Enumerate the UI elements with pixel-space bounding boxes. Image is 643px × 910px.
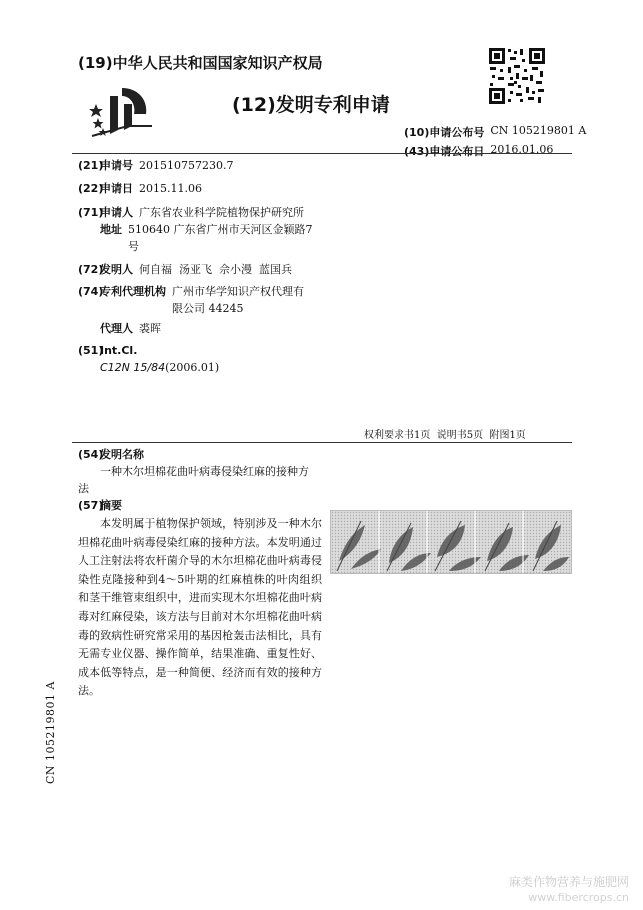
agency-line: 限公司 44245: [172, 302, 244, 315]
field-label: Int.Cl.: [100, 344, 138, 357]
publication-number-label: (10)申请公布号: [404, 126, 485, 139]
cnipa-logo: [88, 82, 160, 142]
invention-title-heading: [78, 446, 150, 463]
publication-number: CN 105219801 A: [490, 124, 587, 137]
publication-date-label: (43)申请公布日: [404, 145, 485, 158]
header-divider: [72, 153, 572, 154]
pages-summary: 权利要求书1页 说明书5页 附图1页: [364, 430, 526, 441]
agent-field: [100, 320, 161, 337]
int-cl-field: [78, 342, 143, 359]
application-date: 2015.11.06: [139, 182, 202, 195]
document-type: (12)发明专利申请: [232, 94, 390, 116]
application-date-field: [78, 180, 202, 197]
int-cl-class: [100, 359, 219, 376]
invention-title-line: 法: [78, 482, 89, 495]
address-field: [100, 221, 313, 255]
watermark-url: www.fibercrops.cn: [528, 891, 629, 904]
address-line: 号: [128, 240, 139, 253]
field-label: 申请人: [100, 206, 133, 219]
invention-title-cont: [78, 480, 89, 497]
field-label: 申请号: [100, 159, 133, 172]
publication-date: 2016.01.06: [490, 143, 554, 156]
summary-divider: [72, 442, 572, 443]
address: [128, 221, 313, 255]
side-publication-number: CN 105219801 A: [44, 681, 57, 784]
field-label: 地址: [100, 223, 122, 236]
field-label: 摘要: [100, 499, 122, 512]
ipc-class: C12N 15/84: [100, 361, 166, 374]
field-code: (72): [78, 263, 104, 276]
address-line: 510640 广东省广州市天河区金颖路7: [128, 223, 313, 236]
invention-title-line: 一种木尔坦棉花曲叶病毒侵染红麻的接种方: [100, 465, 309, 478]
office-name: (19)中华人民共和国国家知识产权局: [78, 54, 323, 72]
field-code: (57): [78, 499, 104, 512]
field-label: 发明名称: [100, 448, 144, 461]
field-label: 代理人: [100, 322, 133, 335]
field-label: 申请日: [100, 182, 133, 195]
agency-field: [78, 283, 304, 317]
watermark-title: 麻类作物营养与施肥网: [508, 875, 629, 889]
agency-name: [172, 283, 304, 317]
agent-name: 裘晖: [139, 322, 161, 335]
inventors: 何自福 汤亚飞 佘小漫 蓝国兵: [139, 263, 292, 276]
applicant-field: [78, 204, 304, 221]
field-code: (74): [78, 285, 104, 298]
field-label: 发明人: [100, 263, 133, 276]
field-code: (51): [78, 344, 104, 357]
inventor-field: [78, 261, 292, 278]
agency-line: 广州市华学知识产权代理有: [172, 285, 304, 298]
abstract-text: 本发明属于植物保护领域，特别涉及一种木尔坦棉花曲叶病毒侵染红麻的接种方法。本发明通过人工注射法将农杆菌介导的木尔坦棉花曲叶病毒侵染性克隆接种到4～5叶期的红麻植株的叶肉组织和茎干维管束组织中，进而实现木尔坦棉花曲叶病毒对红麻侵染，该方法与目前对木尔坦棉花曲叶病毒的致病性研究常采用的基因枪轰击法相比，具有无需专业仪器、操作简单，结果准确、重复性好、成本低等特点，是一种简便、经济而有效的接种方法。: [78, 517, 322, 698]
ipc-year: (2006.01): [165, 361, 220, 374]
field-label: 专利代理机构: [100, 285, 166, 298]
application-number-field: [78, 157, 233, 174]
qr-code: [488, 47, 546, 105]
applicant-name: 广东省农业科学院植物保护研究所: [139, 206, 304, 219]
abstract-heading: [78, 497, 128, 514]
abstract-figure: [330, 510, 572, 574]
application-number: 201510757230.7: [139, 159, 234, 172]
field-code: (22): [78, 182, 104, 195]
field-code: (71): [78, 206, 104, 219]
invention-title: [100, 463, 309, 480]
publication-date-row: [404, 143, 586, 159]
publication-number-row: [404, 124, 586, 140]
field-code: (54): [78, 448, 104, 461]
field-code: (21): [78, 159, 104, 172]
